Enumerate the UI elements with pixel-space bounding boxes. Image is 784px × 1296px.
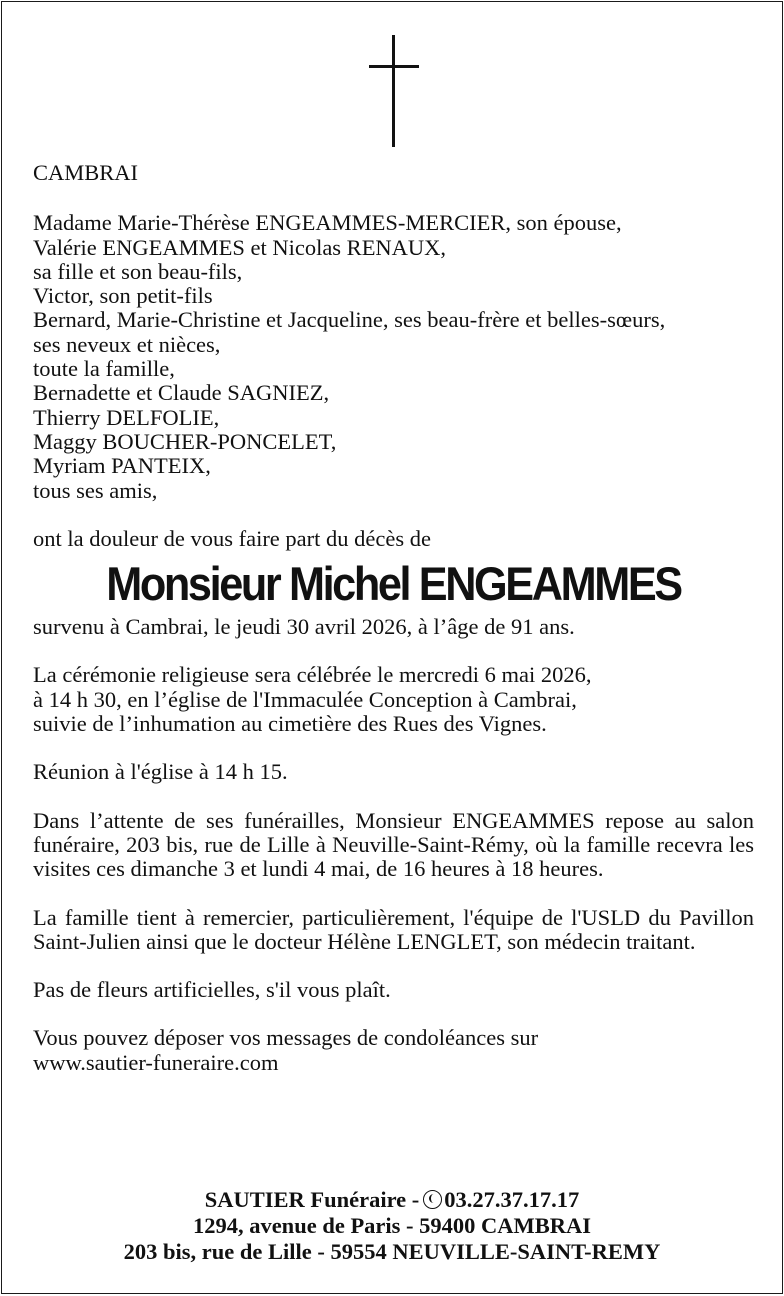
phone-icon (423, 1190, 442, 1209)
notice-body (33, 161, 754, 1075)
deceased-name: Monsieur Michel ENGEAMMES (106, 557, 681, 611)
city-heading: CAMBRAI (33, 160, 139, 185)
condolences-text: Vous pouvez déposer vos messages de condoléances sur (33, 1025, 539, 1051)
family-line: sa fille et son beau-fils, (33, 258, 243, 284)
ceremony-line: La cérémonie religieuse sera célébrée le mercredi 6 mai 2026, (33, 662, 592, 688)
family-line: toute la famille, (33, 356, 175, 382)
obituary-notice (1, 1, 783, 1294)
ceremony-line: suivie de l’inhumation au cimetière des Rues des Vignes. (33, 711, 547, 737)
family-line: Maggy BOUCHER-PONCELET, (33, 428, 337, 454)
family-line: Bernadette et Claude SAGNIEZ, (33, 380, 330, 406)
thanks-paragraph: La famille tient à remercier, particulièrement, l'équipe de l'USLD du Pavillon Saint-Julien ainsi que le docteur Hélène LENGLET, son médecin traitant. (33, 904, 754, 954)
footer-address-1: 1294, avenue de Paris - 59400 CAMBRAI (192, 1213, 592, 1238)
death-info: survenu à Cambrai, le jeudi 30 avril 2026, à l’âge de 91 ans. (33, 614, 575, 640)
family-line: Myriam PANTEIX, (33, 453, 211, 479)
phone-number[interactable]: 03.27.37.17.17 (444, 1187, 580, 1212)
footer-contact-line (2, 1187, 782, 1213)
cross-icon (369, 35, 419, 147)
footer-address-2: 203 bis, rue de Lille - 59554 NEUVILLE-SAINT-REMY (123, 1239, 661, 1264)
family-line: Bernard, Marie-Christine et Jacqueline, ses beau-frère et belles-sœurs, (33, 307, 666, 333)
visitation-info: Dans l’attente de ses funérailles, Monsieur ENGEAMMES repose au salon funéraire, 203 bis, rue de Lille à Neuville-Saint-Rémy, où la famille recevra les visites ces dimanche 3 et lundi 4 mai, de 16 heures à 18 heures. (33, 807, 754, 882)
funeral-home-footer (2, 1187, 782, 1265)
meeting-info: Réunion à l'église à 14 h 15. (33, 759, 288, 785)
ceremony-details (33, 663, 754, 736)
family-line: Valérie ENGEAMMES et Nicolas RENAUX, (33, 234, 447, 260)
company-name: SAUTIER Funéraire - (204, 1187, 420, 1212)
announcement-intro: ont la douleur de vous faire part du décès de (33, 525, 431, 551)
family-line: Thierry DELFOLIE, (33, 404, 220, 430)
family-line: Madame Marie-Thérèse ENGEAMMES-MERCIER, son épouse, (33, 210, 622, 236)
website-link[interactable]: www.sautier-funeraire.com (33, 1049, 279, 1075)
family-line: tous ses amis, (33, 477, 158, 503)
family-list (33, 211, 754, 503)
ceremony-line: à 14 h 30, en l’église de l'Immaculée Conception à Cambrai, (33, 686, 577, 712)
family-line: ses neveux et nièces, (33, 331, 221, 357)
family-line: Victor, son petit-fils (33, 283, 213, 309)
flowers-note: Pas de fleurs artificielles, s'il vous plaît. (33, 977, 391, 1003)
